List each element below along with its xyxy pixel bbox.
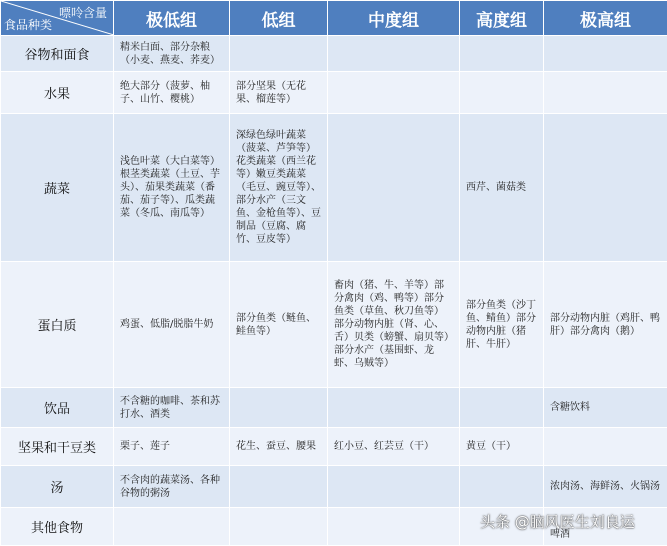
- table-cell: 鸡蛋、低脂/脱脂牛奶: [114, 262, 230, 388]
- table-cell: 部分鱼类（沙丁鱼、鲭鱼）部分动物内脏（猪肝、牛肝）: [460, 262, 544, 388]
- table-cell: [460, 72, 544, 114]
- table-row: [1, 114, 667, 262]
- table-cell: [328, 72, 460, 114]
- header-medium: 中度组: [328, 1, 460, 36]
- table-row: [1, 262, 667, 388]
- row-category: 其他食物: [1, 508, 114, 546]
- row-category: 蛋白质: [1, 262, 114, 388]
- table-row: [1, 466, 667, 508]
- table-cell: 浅色叶菜（大白菜等）根茎类蔬菜（土豆、芋头）、茄果类蔬菜（番茄、茄子等）、瓜类蔬菜（冬瓜、南瓜等）: [114, 114, 230, 262]
- row-category: 饮品: [1, 388, 114, 428]
- table-cell: [328, 466, 460, 508]
- table-cell: 含糖饮料: [544, 388, 667, 428]
- table-cell: [544, 428, 667, 466]
- table-cell: [460, 388, 544, 428]
- header-row: [1, 1, 667, 36]
- table-cell: 不含糖的咖啡、茶和苏打水、酒类: [114, 388, 230, 428]
- table-cell: 浓肉汤、海鲜汤、火锅汤: [544, 466, 667, 508]
- table-cell: [230, 508, 328, 546]
- table-cell: [544, 114, 667, 262]
- row-category: 谷物和面食: [1, 36, 114, 72]
- table-cell: 精米白面、部分杂粮（小麦、燕麦、荞麦）: [114, 36, 230, 72]
- table-cell: 红小豆、红芸豆（干）: [328, 428, 460, 466]
- corner-top-right-label: 嘌呤含量: [58, 6, 107, 20]
- table-cell: [544, 72, 667, 114]
- table-cell: 花生、蚕豆、腰果: [230, 428, 328, 466]
- table-cell: 黄豆（干）: [460, 428, 544, 466]
- table-cell: 畜肉（猪、牛、羊等）部分禽肉（鸡、鸭等）部分鱼类（草鱼、秋刀鱼等）部分动物内脏（肾、心、舌）贝类（螃蟹、扇贝等）部分水产（基围虾、龙虾、乌贼等）: [328, 262, 460, 388]
- table-row: [1, 428, 667, 466]
- corner-bottom-left-label: 食品种类: [4, 18, 53, 32]
- header-low: 低组: [230, 1, 328, 36]
- partial-cell-text: 啤酒: [550, 529, 570, 540]
- table-cell: 部分动物内脏（鸡肝、鸭肝）部分禽肉（鹅）: [544, 262, 667, 388]
- header-high: 高度组: [460, 1, 544, 36]
- table-cell: [230, 388, 328, 428]
- table-cell: [544, 36, 667, 72]
- table-row: [1, 36, 667, 72]
- table-cell: [230, 36, 328, 72]
- watermark: 头条 @脑风医生刘良运: [480, 513, 635, 531]
- table-cell: [328, 114, 460, 262]
- table-cell: 绝大部分（菠萝、柚子、山竹、樱桃）: [114, 72, 230, 114]
- row-category: 坚果和干豆类: [1, 428, 114, 466]
- row-category: 蔬菜: [1, 114, 114, 262]
- row-category: 水果: [1, 72, 114, 114]
- table-cell: [328, 388, 460, 428]
- table-row: [1, 388, 667, 428]
- table-cell: [328, 36, 460, 72]
- table-cell: 部分坚果（无花果、榴莲等）: [230, 72, 328, 114]
- header-very-low: 极低组: [114, 1, 230, 36]
- table-cell: 西芹、菌菇类: [460, 114, 544, 262]
- table-row: [1, 72, 667, 114]
- corner-header: [1, 1, 114, 36]
- table-cell: 不含肉的蔬菜汤、各种谷物的粥汤: [114, 466, 230, 508]
- row-category: 汤: [1, 466, 114, 508]
- table-cell: 深绿色绿叶蔬菜（菠菜、芦笋等）花类蔬菜（西兰花等）嫩豆类蔬菜（毛豆、豌豆等）、部分水产（三文鱼、金枪鱼等）、豆制品（豆腐、腐竹、豆皮等）: [230, 114, 328, 262]
- table-cell: [460, 36, 544, 72]
- table-cell: 栗子、莲子: [114, 428, 230, 466]
- table-cell: 部分鱼类（鲢鱼、鲑鱼等）: [230, 262, 328, 388]
- table-cell: [460, 466, 544, 508]
- header-very-high: 极高组: [544, 1, 667, 36]
- table-cell: [328, 508, 460, 546]
- table-cell: [114, 508, 230, 546]
- table-cell: [230, 466, 328, 508]
